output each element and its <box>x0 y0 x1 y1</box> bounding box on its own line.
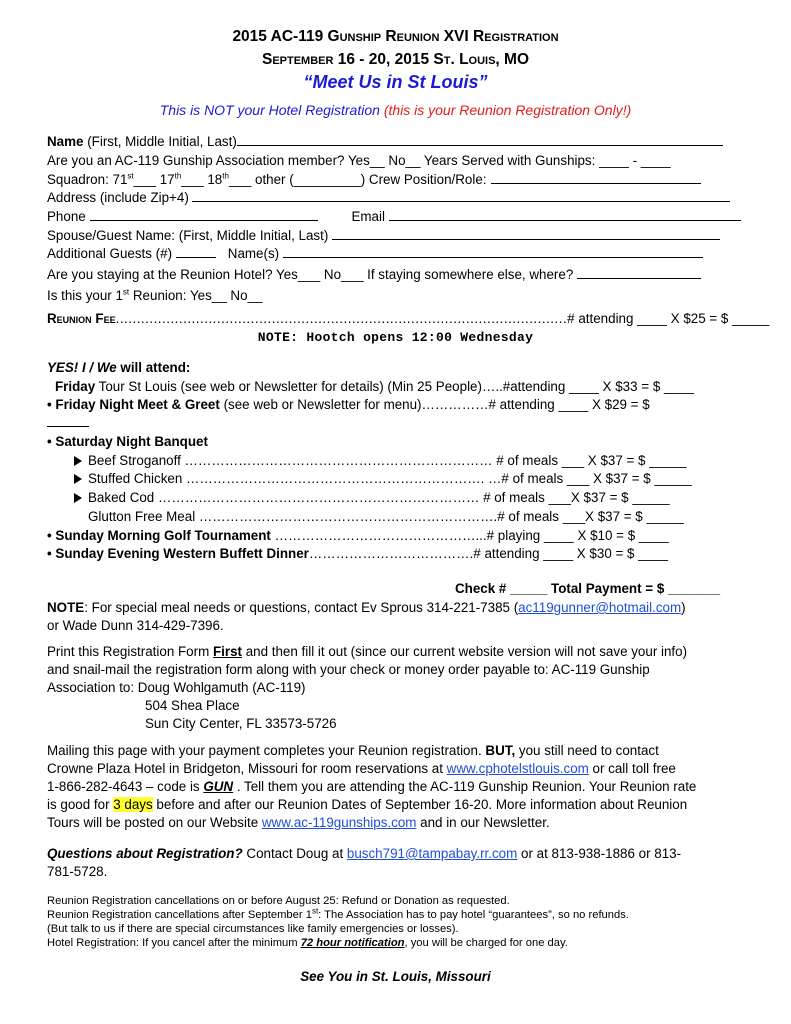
chicken-label: Stuffed Chicken …………………………………………………………. …# of meals ___ X $37 = $ _____ <box>88 471 692 486</box>
hotel-text-2a: Crowne Plaza Hotel in Bridgeton, Missouri for room reservations at <box>47 761 447 776</box>
questions-phone: or at 813-938-1886 or 813- <box>517 846 682 861</box>
closing-line: See You in St. Louis, Missouri <box>300 969 491 984</box>
friday-tour-detail: Tour St Louis (see web or Newsletter for details) (Min 25 People)…..#attending ____ X $33 = $ ____ <box>95 379 694 394</box>
doug-email-link[interactable]: busch791@tampabay.rr.com <box>346 846 518 861</box>
first-reunion-row <box>47 287 262 304</box>
reunion-fee-dots: ........................................................................................................... <box>115 311 568 326</box>
mail-address-1: 504 Shea Place <box>145 698 240 713</box>
mail-line-2: and snail-mail the registration form along with your check or money order payable to: AC-119 Gunship <box>47 662 650 677</box>
reunion-dates: September 16 - 20, 2015 St. Louis, MO <box>261 51 530 68</box>
first-reunion-sup: st <box>122 287 130 297</box>
friday-night-detail: (see web or Newsletter for menu)……………# attending ____ X $29 = $ <box>219 397 650 412</box>
hotel-text-1a: Mailing this page with your payment completes your Reunion registration. <box>47 743 486 758</box>
hotel-text-5b: and in our Newsletter. <box>416 815 550 830</box>
arrow-right-icon <box>74 474 82 484</box>
mail-address-2: Sun City Center, FL 33573-5726 <box>145 716 337 731</box>
attend-heading-rest: will attend: <box>116 360 191 375</box>
hotel-text-5a: Tours will be posted on our Website <box>47 815 262 830</box>
mail-text-b: and then fill it out (since our current website version will not save your info) <box>241 644 688 659</box>
cancel-text-2a: Reunion Registration cancellations after September 1 <box>47 909 312 921</box>
notification-emphasis: 72 hour notification <box>300 937 405 949</box>
friday-night-amount-field[interactable] <box>47 414 89 427</box>
buffet-detail: ……………………………….# attending ____ X $30 = $ ____ <box>308 546 668 561</box>
guests-count-field[interactable] <box>176 245 216 258</box>
friday-tour-label: Friday <box>55 379 96 394</box>
spouse-field[interactable] <box>332 227 720 240</box>
reunion-fee-calc: # attending ____ X $25 = $ _____ <box>567 311 770 326</box>
attend-heading-italic: YES! I / We <box>47 360 117 375</box>
golf-detail: ………………………………………...# playing ____ X $10 = $ ____ <box>270 528 669 543</box>
hotel-text-4a: is good for <box>47 797 114 812</box>
hotel-disclaimer <box>0 102 791 118</box>
name-label: Name <box>47 134 84 149</box>
cancel-line-1: Reunion Registration cancellations on or before August 25: Refund or Donation as requested. <box>47 895 510 907</box>
total-payment-row: Check # _____ Total Payment = $ _______ <box>455 581 721 596</box>
hotel-stay-question: Are you staying at the Reunion Hotel? Yes___ No___ If staying somewhere else, where? <box>47 267 574 282</box>
squadron-18: ___ 18 <box>181 172 223 187</box>
squadron-row <box>47 171 701 188</box>
hotel-line-1 <box>47 742 659 759</box>
disclaimer-blue: This is NOT your Hotel Registration <box>159 102 380 118</box>
hotel-website-link[interactable]: www.cphotelstlouis.com <box>446 761 589 776</box>
squadron-label: Squadron: 71 <box>47 172 128 187</box>
but-emphasis: BUT, <box>485 743 516 758</box>
name-field[interactable] <box>237 133 723 146</box>
hotel-elsewhere-field[interactable] <box>577 266 701 279</box>
beef-row <box>74 452 686 469</box>
three-days-highlight: 3 days <box>113 797 153 812</box>
guests-row <box>47 245 703 262</box>
guests-names-field[interactable] <box>283 245 703 258</box>
guests-names-label: Name(s) <box>227 246 280 261</box>
email-label: Email <box>351 209 385 224</box>
squadron-other: ___ other (_________) Crew Position/Role: <box>228 172 487 187</box>
hotel-text-3b: . Tell them you are attending the AC-119 Gunship Reunion. Your Reunion rate <box>233 779 697 794</box>
hootch-note: NOTE: Hootch opens 12:00 Wednesday <box>257 330 534 345</box>
spouse-label: Spouse/Guest Name: (First, Middle Initial, Last) <box>47 228 329 243</box>
cancel-line-2 <box>47 906 629 923</box>
arrow-right-icon <box>74 456 82 466</box>
cancel-text-4a: Hotel Registration: If you cancel after the minimum <box>47 937 301 949</box>
questions-text: Contact Doug at <box>242 846 347 861</box>
saturday-banquet-heading: • Saturday Night Banquet <box>47 434 208 449</box>
slogan: “Meet Us in St Louis” <box>303 72 488 92</box>
hotel-line-2 <box>47 760 676 777</box>
name-row <box>47 133 723 150</box>
cancel-line-3: (But talk to us if there are special circumstances like family emergencies or losses). <box>47 923 459 935</box>
squadron-sup-th2: th <box>222 171 229 181</box>
hotel-line-5 <box>47 814 550 831</box>
guests-count-label: Additional Guests (#) <box>47 246 173 261</box>
chicken-row <box>74 470 692 487</box>
squadron-sup-st: st <box>127 171 134 181</box>
first-reunion-label: Is this your 1 <box>47 288 123 303</box>
phone-label: Phone <box>47 209 86 224</box>
wade-dunn-line: or Wade Dunn 314-429-7396. <box>47 618 224 633</box>
email-field[interactable] <box>389 208 741 221</box>
mail-line-3: Association to: Doug Wohlgamuth (AC-119) <box>47 680 306 695</box>
sprous-email-link[interactable]: ac119gunner@hotmail.com <box>518 600 682 615</box>
attend-heading <box>47 359 190 376</box>
friday-night-row <box>47 396 650 413</box>
buffet-label: • Sunday Evening Western Buffett Dinner <box>47 546 309 561</box>
phone-field[interactable] <box>90 208 318 221</box>
squadron-sup-th1: th <box>174 171 182 181</box>
name-label-detail: (First, Middle Initial, Last) <box>87 134 237 149</box>
gluten-row: Glutton Free Meal ………………………………………………………….# of meals ___X $37 = $ _____ <box>88 509 684 524</box>
member-row: Are you an AC-119 Gunship Association member? Yes__ No__ Years Served with Gunships: ____ - ____ <box>47 153 671 168</box>
mail-line-1 <box>47 643 687 660</box>
first-reunion-options: Reunion: Yes__ No__ <box>129 288 263 303</box>
phone-email-row <box>47 208 741 225</box>
cancel-text-4b: , you will be charged for one day. <box>404 937 568 949</box>
questions-label: Questions about Registration? <box>47 846 243 861</box>
crew-position-field[interactable] <box>491 171 701 184</box>
friday-night-label: • Friday Night Meet & Greet <box>47 397 220 412</box>
reunion-fee-row <box>47 310 769 327</box>
address-label: Address (include Zip+4) <box>47 190 189 205</box>
questions-line-1 <box>47 845 681 862</box>
hotel-text-4b: before and after our Reunion Dates of September 16-20. More information about Reunion <box>152 797 688 812</box>
hotel-line-4 <box>47 796 687 813</box>
gunships-website-link[interactable]: www.ac-119gunships.com <box>261 815 417 830</box>
cod-row <box>74 489 670 506</box>
hotel-text-3a: 1-866-282-4643 – code is <box>47 779 204 794</box>
cancel-line-4 <box>47 937 568 951</box>
squadron-17: ___ 17 <box>133 172 175 187</box>
spouse-row <box>47 227 720 244</box>
note-text: : For special meal needs or questions, contact Ev Sprous 314-221-7385 ( <box>84 600 519 615</box>
cancel-text-2b: : The Association has to pay hotel “guarantees”, so no refunds. <box>318 909 629 921</box>
golf-label: • Sunday Morning Golf Tournament <box>47 528 271 543</box>
reunion-fee-label: Reunion Fee <box>47 311 116 326</box>
hotel-text-2b: or call toll free <box>588 761 676 776</box>
form-title: 2015 AC-119 Gunship Reunion XVI Registration <box>232 28 559 45</box>
cancel-sup: st <box>311 906 319 916</box>
note-close: ) <box>681 600 686 615</box>
friday-tour-row <box>55 378 694 395</box>
buffet-row <box>47 545 668 562</box>
hotel-text-1b: you still need to contact <box>515 743 659 758</box>
hotel-stay-row <box>47 266 701 283</box>
beef-label: Beef Stroganoff …………………………………………………………… # of meals ___ X $37 = $ _____ <box>88 453 687 468</box>
mail-text-a: Print this Registration Form <box>47 644 213 659</box>
golf-row <box>47 527 669 544</box>
address-field[interactable] <box>192 189 730 202</box>
address-row <box>47 189 730 206</box>
hotel-line-3 <box>47 778 696 795</box>
disclaimer-red: (this is your Reunion Registration Only!) <box>383 102 632 118</box>
first-emphasis: First <box>212 644 242 659</box>
arrow-right-icon <box>74 493 82 503</box>
friday-night-amount-row <box>47 414 89 431</box>
questions-line-2: 781-5728. <box>47 864 108 879</box>
booking-code: GUN <box>203 779 234 794</box>
special-needs-note <box>47 599 686 616</box>
cod-label: Baked Cod ……………………………………………………………… # of meals ___X $37 = $ _____ <box>88 490 670 505</box>
note-label: NOTE <box>47 600 85 615</box>
